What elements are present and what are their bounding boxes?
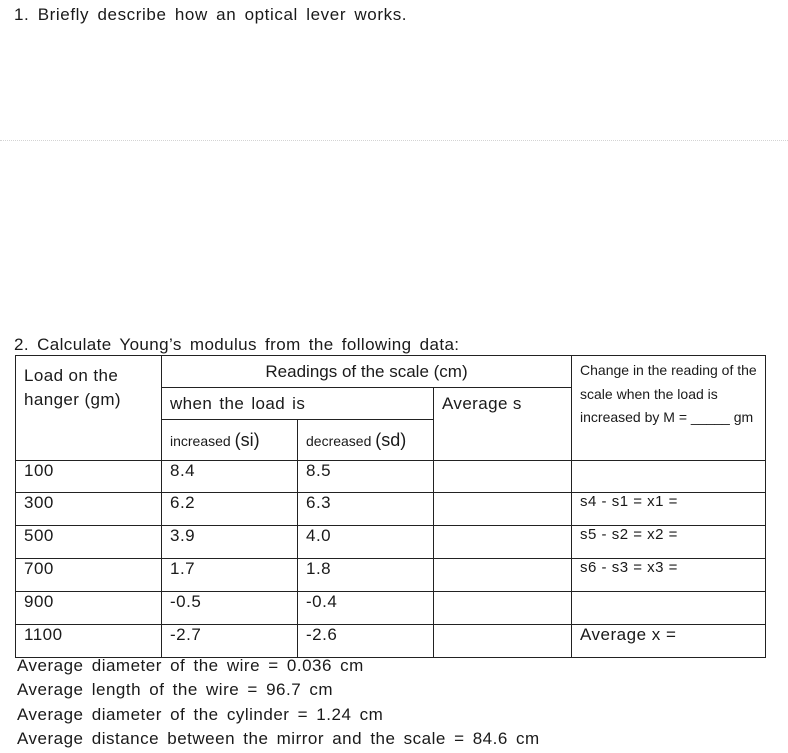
cell-decreased: -0.4 [298,592,434,625]
header-load: Load on the hanger (gm) [16,356,162,461]
scan-divider [0,140,788,141]
footer-mirror-distance: Average distance between the mirror and the scale = 84.6 cm [17,729,540,748]
cell-change: s5 - s2 = x2 = [572,526,766,559]
header-increased-symbol: (si) [234,430,260,450]
cell-average [434,592,572,625]
cell-increased: 1.7 [162,559,298,592]
footer-wire-length: Average length of the wire = 96.7 cm [17,680,334,699]
header-decreased [298,420,434,461]
cell-increased: 8.4 [162,461,298,493]
header-average: Average s [434,388,572,461]
header-readings: Readings of the scale (cm) [162,356,572,388]
question-1: 1. Briefly describe how an optical lever works. [14,5,408,24]
cell-decreased: 4.0 [298,526,434,559]
cell-change: s6 - s3 = x3 = [572,559,766,592]
cell-increased: -0.5 [162,592,298,625]
cell-change: Average x = [572,625,766,658]
cell-increased: 6.2 [162,493,298,526]
header-change: Change in the reading of the scale when the load is increased by M = _____ gm [572,356,766,461]
cell-load: 100 [16,461,162,493]
cell-change [572,592,766,625]
footer-wire-diameter: Average diameter of the wire = 0.036 cm [17,656,364,675]
header-decreased-symbol: (sd) [375,430,407,450]
table-row [16,493,766,526]
cell-load: 300 [16,493,162,526]
cell-average [434,461,572,493]
cell-increased: -2.7 [162,625,298,658]
data-table [15,355,766,658]
cell-load: 700 [16,559,162,592]
question-2: 2. Calculate Young’s modulus from the following data: [14,335,460,354]
cell-load: 1100 [16,625,162,658]
cell-increased: 3.9 [162,526,298,559]
cell-average [434,493,572,526]
header-increased-label: increased [170,433,231,449]
cell-decreased: 1.8 [298,559,434,592]
footer-cylinder-diameter: Average diameter of the cylinder = 1.24 cm [17,705,384,724]
cell-load: 900 [16,592,162,625]
table-row [16,559,766,592]
cell-average [434,625,572,658]
table-row [16,461,766,493]
header-decreased-label: decreased [306,433,372,449]
cell-decreased: -2.6 [298,625,434,658]
cell-decreased: 8.5 [298,461,434,493]
table-row [16,526,766,559]
cell-average [434,526,572,559]
table-row [16,625,766,658]
cell-average [434,559,572,592]
cell-change: s4 - s1 = x1 = [572,493,766,526]
cell-change [572,461,766,493]
header-when-load: when the load is [162,388,434,420]
cell-decreased: 6.3 [298,493,434,526]
table-row [16,592,766,625]
cell-load: 500 [16,526,162,559]
header-increased [162,420,298,461]
